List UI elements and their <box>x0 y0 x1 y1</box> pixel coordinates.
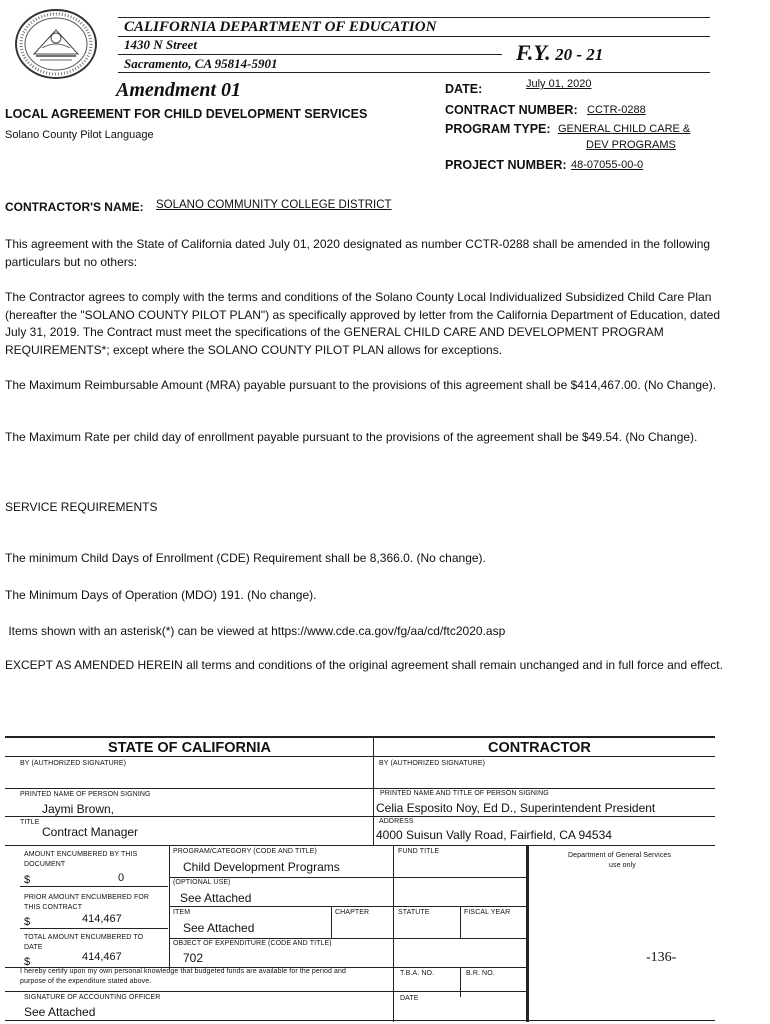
prior-amount-currency: $ <box>24 916 31 928</box>
agreement-subtitle: Solano County Pilot Language <box>5 129 154 141</box>
paragraph-except: EXCEPT AS AMENDED HEREIN all terms and conditions of the original agreement shall remain unchanged and in full force and effect. <box>5 658 723 672</box>
tba-number-label: T.B.A. NO. <box>400 970 435 977</box>
grid-v-fiscal <box>460 906 461 938</box>
date-value: July 01, 2020 <box>526 78 592 90</box>
form-bottom-rule <box>5 1020 715 1021</box>
grid-v-3 <box>526 845 529 1022</box>
prior-amount-underline <box>20 928 168 929</box>
fiscal-year-label: FISCAL YEAR <box>464 909 511 916</box>
prior-amount-label-2: THIS CONTRACT <box>24 904 83 911</box>
object-expenditure-label: OBJECT OF EXPENDITURE (CODE AND TITLE) <box>173 940 332 947</box>
dgs-label-2: use only <box>609 862 636 869</box>
fy-value: 20 - 21 <box>555 45 604 64</box>
form-rule-3 <box>5 816 715 817</box>
total-amount-value: 414,467 <box>82 951 122 963</box>
program-category-label: PROGRAM/CATEGORY (CODE AND TITLE) <box>173 848 317 855</box>
optional-use-value: See Attached <box>180 891 252 905</box>
object-expenditure-value: 702 <box>183 951 204 965</box>
certify-text-2: purpose of the expenditure stated above. <box>20 978 152 985</box>
agency-name: CALIFORNIA DEPARTMENT OF EDUCATION <box>124 19 437 35</box>
state-of-california-title: STATE OF CALIFORNIA <box>108 740 271 756</box>
grid-h-item <box>169 906 526 907</box>
total-amount-currency: $ <box>24 956 31 968</box>
agreement-title: LOCAL AGREEMENT FOR CHILD DEVELOPMENT SERVICES <box>5 107 368 121</box>
grid-h-object <box>169 938 526 939</box>
date-label: DATE: <box>445 82 483 96</box>
agency-city: Sacramento, CA 95814-5901 <box>124 56 278 71</box>
project-number-value: 48-07055-00-0 <box>571 159 644 171</box>
amount-encumbered-value: 0 <box>118 872 125 884</box>
form-rule-4 <box>5 845 715 846</box>
statute-label: STATUTE <box>398 909 430 916</box>
address-value: 4000 Suisun Vally Road, Fairfield, CA 94534 <box>376 828 612 842</box>
header-rule-4 <box>118 72 710 73</box>
state-printed-name-label: PRINTED NAME OF PERSON SIGNING <box>20 791 151 798</box>
grid-v-br <box>460 967 461 997</box>
officer-date-label: DATE <box>400 995 419 1002</box>
certify-text-1: I hereby certify upon my own personal knowledge that budgeted funds are available for the period and <box>20 968 346 975</box>
grid-v-chapter <box>331 906 332 938</box>
br-number-label: B.R. NO. <box>466 970 495 977</box>
amount-encumbered-currency: $ <box>24 874 31 886</box>
grid-h-optional <box>169 877 526 878</box>
program-category-value: Child Development Programs <box>183 860 340 874</box>
form-rule-1 <box>5 756 715 757</box>
form-top-rule <box>5 736 715 738</box>
paragraph-terms: The Contractor agrees to comply with the terms and conditions of the Solano County Local Individualized Subsidized Child Care Plan (hereafter the "SOLANO COUNTY PILOT PLAN") as specifically approved by letter from the California Department of Education, dated July 31, 2019. The Contract must meet the specifications of the GENERAL CHILD CARE AND DEVELOPMENT PROGRAM REQUIREMENTS*; except where the SOLANO COUNTY PILOT PLAN allows for exceptions. <box>5 290 721 357</box>
address-label: ADDRESS <box>379 818 414 825</box>
project-number-label: PROJECT NUMBER: <box>445 158 567 172</box>
amendment-title: Amendment 01 <box>116 79 242 101</box>
amount-encumbered-label-2: DOCUMENT <box>24 861 66 868</box>
grid-v-1 <box>169 845 170 969</box>
optional-use-label: (OPTIONAL USE) <box>173 879 231 886</box>
fund-title-label: FUND TITLE <box>398 848 440 855</box>
agency-street: 1430 N Street <box>124 37 197 52</box>
chapter-label: CHAPTER <box>335 909 370 916</box>
paragraph-mra: The Maximum Reimbursable Amount (MRA) payable pursuant to the provisions of this agreement shall be $414,467.00. (No Change). <box>5 378 717 392</box>
contractor-title: CONTRACTOR <box>488 740 591 756</box>
service-requirements-heading: SERVICE REQUIREMENTS <box>5 500 158 514</box>
fy-label: F.Y. <box>516 40 551 65</box>
item-value: See Attached <box>183 921 255 935</box>
state-printed-name: Jaymi Brown, <box>42 802 115 816</box>
state-signature-label: BY (AUTHORIZED SIGNATURE) <box>20 760 127 767</box>
contractor-name-label: CONTRACTOR'S NAME: <box>5 200 144 214</box>
dgs-label-1: Department of General Services <box>568 852 671 859</box>
form-rule-2 <box>5 788 715 789</box>
amount-enc-underline <box>20 886 168 887</box>
grid-h-officer <box>5 991 526 992</box>
accounting-officer-label: SIGNATURE OF ACCOUNTING OFFICER <box>24 994 161 1001</box>
title-value: Contract Manager <box>42 825 139 839</box>
fiscal-year <box>516 40 603 66</box>
program-type-value-1: GENERAL CHILD CARE & <box>558 123 691 135</box>
header-rule-3 <box>118 54 502 55</box>
prior-amount-value: 414,467 <box>82 913 122 925</box>
paragraph-mdo: The Minimum Days of Operation (MDO) 191. (No change). <box>5 588 317 602</box>
page-number: -136- <box>646 950 677 965</box>
prior-amount-label-1: PRIOR AMOUNT ENCUMBERED FOR <box>24 894 150 901</box>
paragraph-agreement: This agreement with the State of California dated July 01, 2020 designated as number CCTR-0288 shall be amended in the following particulars but no others: <box>5 237 711 269</box>
total-amount-label-2: DATE <box>24 944 43 951</box>
header-rule-2 <box>118 36 710 37</box>
program-type-value-2: DEV PROGRAMS <box>586 139 676 151</box>
title-label: TITLE <box>20 819 40 826</box>
grid-v-2 <box>393 845 394 1022</box>
total-amount-label-1: TOTAL AMOUNT ENCUMBERED TO <box>24 934 144 941</box>
accounting-officer-value: See Attached <box>24 1005 96 1019</box>
contractor-printed-name: Celia Esposito Noy, Ed D., Superintendent President <box>376 801 656 815</box>
paragraph-rate: The Maximum Rate per child day of enrollment payable pursuant to the provisions of the agreement shall be $49.54. (No Change). <box>5 430 698 444</box>
state-seal-logo <box>12 8 100 80</box>
amount-encumbered-label-1: AMOUNT ENCUMBERED BY THIS <box>24 851 138 858</box>
contractor-printed-name-label: PRINTED NAME AND TITLE OF PERSON SIGNING <box>380 790 549 797</box>
paragraph-cde: The minimum Child Days of Enrollment (CDE) Requirement shall be 8,366.0. (No change). <box>5 551 486 565</box>
header-top-rule <box>118 17 710 18</box>
contract-number-value: CCTR-0288 <box>587 104 646 116</box>
program-type-label: PROGRAM TYPE: <box>445 122 551 136</box>
contract-number-label: CONTRACT NUMBER: <box>445 103 578 117</box>
contractor-signature-label: BY (AUTHORIZED SIGNATURE) <box>379 760 486 767</box>
form-center-divider <box>373 737 374 845</box>
paragraph-asterisk-link: Items shown with an asterisk(*) can be viewed at https://www.cde.ca.gov/fg/aa/cd/ftc2020.asp <box>5 624 506 638</box>
item-label: ITEM <box>173 909 191 916</box>
contractor-name-value: SOLANO COMMUNITY COLLEGE DISTRICT <box>156 199 392 211</box>
